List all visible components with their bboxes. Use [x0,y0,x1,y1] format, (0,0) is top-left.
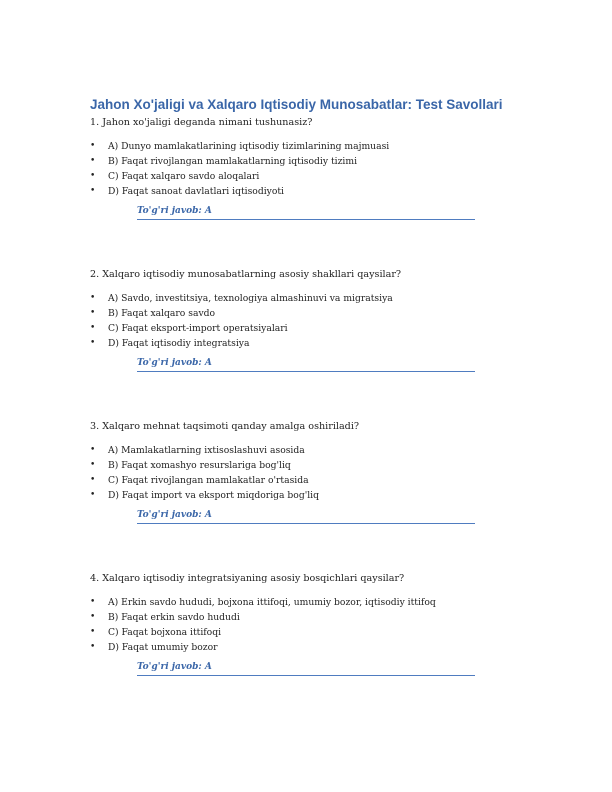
bullet-icon: • [90,338,96,348]
option-text: C) Faqat rivojlangan mamlakatlar o'rtasida [108,475,309,486]
options-list [90,443,530,503]
bullet-icon: • [90,597,96,607]
question-text: 2. Xalqaro iqtisodiy munosabatlarning asosiy shakllari qaysilar? [90,269,402,280]
bullet-icon: • [90,186,96,196]
options-list [90,139,530,199]
option-text: C) Faqat bojxona ittifoqi [108,627,222,638]
option-item [90,169,530,184]
bullet-icon: • [90,445,96,455]
correct-answer: To'g'ri javob: A [137,206,475,220]
options-list [90,291,530,351]
options-list [90,595,530,655]
option-text: B) Faqat rivojlangan mamlakatlarning iqtisodiy tizimi [108,156,358,167]
option-text: D) Faqat sanoat davlatlari iqtisodiyoti [108,186,284,197]
option-item [90,488,530,503]
question-block-2 [90,268,530,372]
option-item [90,306,530,321]
option-item [90,595,530,610]
question-text: 1. Jahon xo'jaligi deganda nimani tushunasiz? [90,117,313,128]
question-block-1 [90,116,530,220]
option-item [90,139,530,154]
option-item [90,443,530,458]
bullet-icon: • [90,475,96,485]
option-item [90,184,530,199]
option-text: A) Erkin savdo hududi, bojxona ittifoqi, umumiy bozor, iqtisodiy ittifoq [108,597,436,608]
option-text: D) Faqat umumiy bozor [108,642,218,653]
bullet-icon: • [90,308,96,318]
correct-answer: To'g'ri javob: A [137,358,475,372]
option-item [90,154,530,169]
bullet-icon: • [90,612,96,622]
option-text: B) Faqat xomashyo resurslariga bog'liq [108,460,291,471]
question-text: 3. Xalqaro mehnat taqsimoti qanday amalga oshiriladi? [90,421,360,432]
bullet-icon: • [90,460,96,470]
bullet-icon: • [90,627,96,637]
question-block-3 [90,420,530,524]
option-text: C) Faqat eksport-import operatsiyalari [108,323,288,334]
option-item [90,625,530,640]
bullet-icon: • [90,642,96,652]
option-item [90,640,530,655]
option-text: B) Faqat erkin savdo hududi [108,612,240,623]
bullet-icon: • [90,156,96,166]
option-item [90,610,530,625]
question-text: 4. Xalqaro iqtisodiy integratsiyaning asosiy bosqichlari qaysilar? [90,573,405,584]
question-block-4 [90,572,530,676]
option-text: A) Savdo, investitsiya, texnologiya almashinuvi va migratsiya [108,293,393,304]
bullet-icon: • [90,141,96,151]
correct-answer: To'g'ri javob: A [137,662,475,676]
bullet-icon: • [90,293,96,303]
option-text: D) Faqat iqtisodiy integratsiya [108,338,250,349]
document-title: Jahon Xo'jaligi va Xalqaro Iqtisodiy Munosabatlar: Test Savollari [90,97,503,112]
bullet-icon: • [90,490,96,500]
option-item [90,336,530,351]
bullet-icon: • [90,171,96,181]
option-text: A) Dunyo mamlakatlarining iqtisodiy tizimlarining majmuasi [108,141,390,152]
correct-answer: To'g'ri javob: A [137,510,475,524]
option-text: B) Faqat xalqaro savdo [108,308,216,319]
option-item [90,291,530,306]
bullet-icon: • [90,323,96,333]
option-text: D) Faqat import va eksport miqdoriga bog'liq [108,490,319,501]
option-item [90,458,530,473]
option-item [90,321,530,336]
option-text: C) Faqat xalqaro savdo aloqalari [108,171,260,182]
option-item [90,473,530,488]
option-text: A) Mamlakatlarning ixtisoslashuvi asosida [108,445,305,456]
